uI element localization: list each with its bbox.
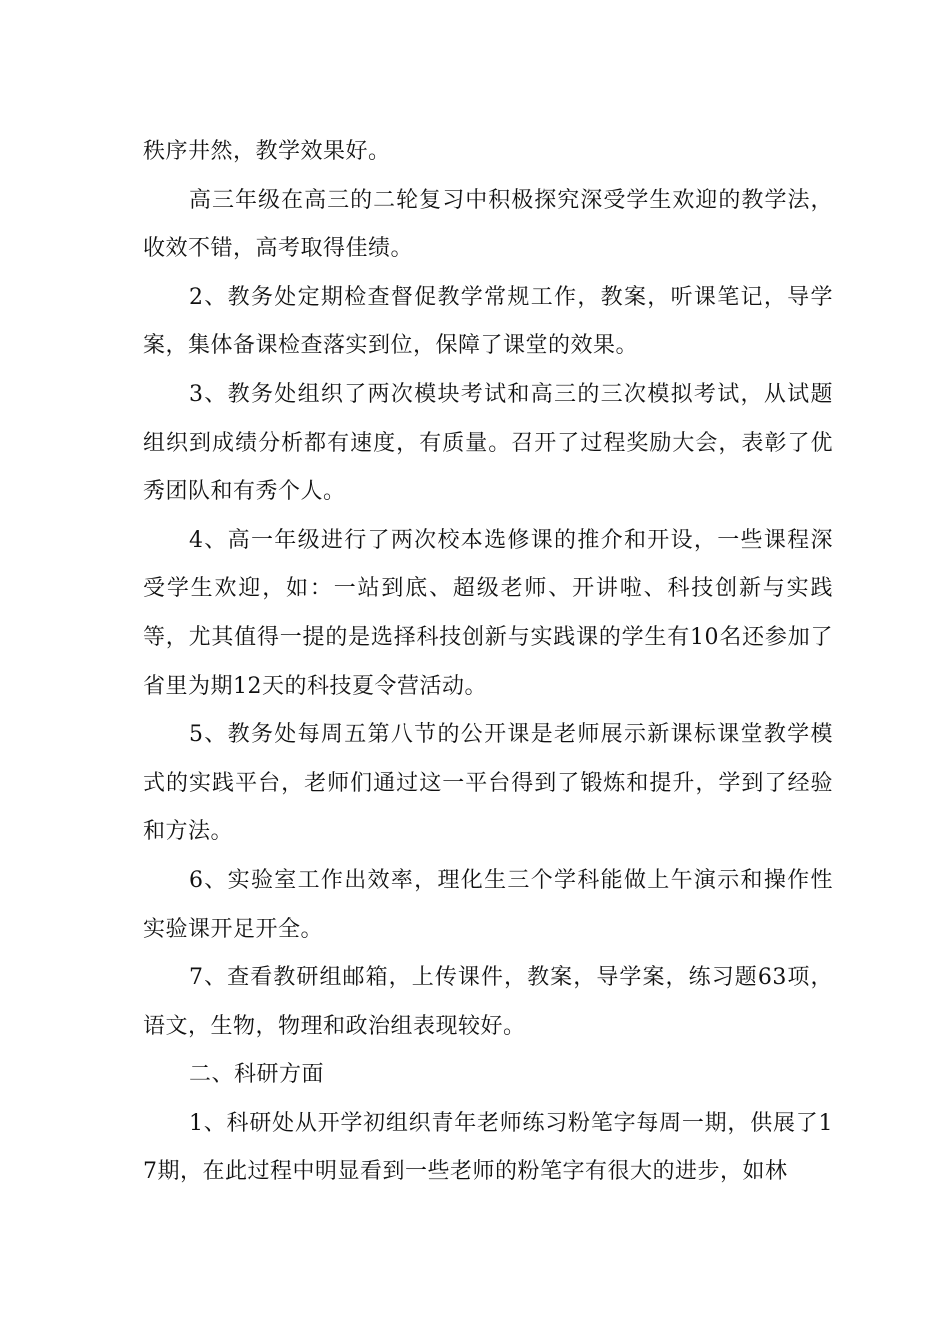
paragraph: 5、教务处每周五第八节的公开课是老师展示新课标课堂教学模式的实践平台，老师们通过这一平台得到了锻炼和提升，学到了经验和方法。 <box>143 722 833 845</box>
paragraph: 6、实验室工作出效率，理化生三个学科能做上午演示和操作性实验课开足开全。 <box>143 867 833 942</box>
paragraph: 秩序井然，教学效果好。 <box>143 139 391 164</box>
paragraph: 高三年级在高三的二轮复习中积极探究深受学生欢迎的教学法，收效不错，高考取得佳绩。 <box>143 187 833 262</box>
paragraph: 3、教务处组织了两次模块考试和高三的三次模拟考试，从试题组织到成绩分析都有速度，有质量。召开了过程奖励大会，表彰了优秀团队和有秀个人。 <box>143 381 833 505</box>
section-heading: 二、科研方面 <box>189 1062 325 1088</box>
paragraph: 1、科研处从开学初组织青年老师练习粉笔字每周一期，供展了17期，在此过程中明显看到一些老师的粉笔字有很大的进步，如林 <box>143 1110 833 1185</box>
paragraph: 7、查看教研组邮箱，上传课件，教案，导学案，练习题63项，语文，生物，物理和政治组表现较好。 <box>143 965 833 1039</box>
paragraph: 2、教务处定期检查督促教学常规工作，教案，听课笔记，导学案，集体备课检查落实到位，保障了课堂的效果。 <box>143 284 833 359</box>
paragraph: 4、高一年级进行了两次校本选修课的推介和开设，一些课程深受学生欢迎，如：一站到底、超级老师、开讲啦、科技创新与实践等，尤其值得一提的是选择科技创新与实践课的学生有10名还参加了省里为期12天的科技夏令营活动。 <box>143 527 833 699</box>
document-body <box>143 128 833 1197</box>
